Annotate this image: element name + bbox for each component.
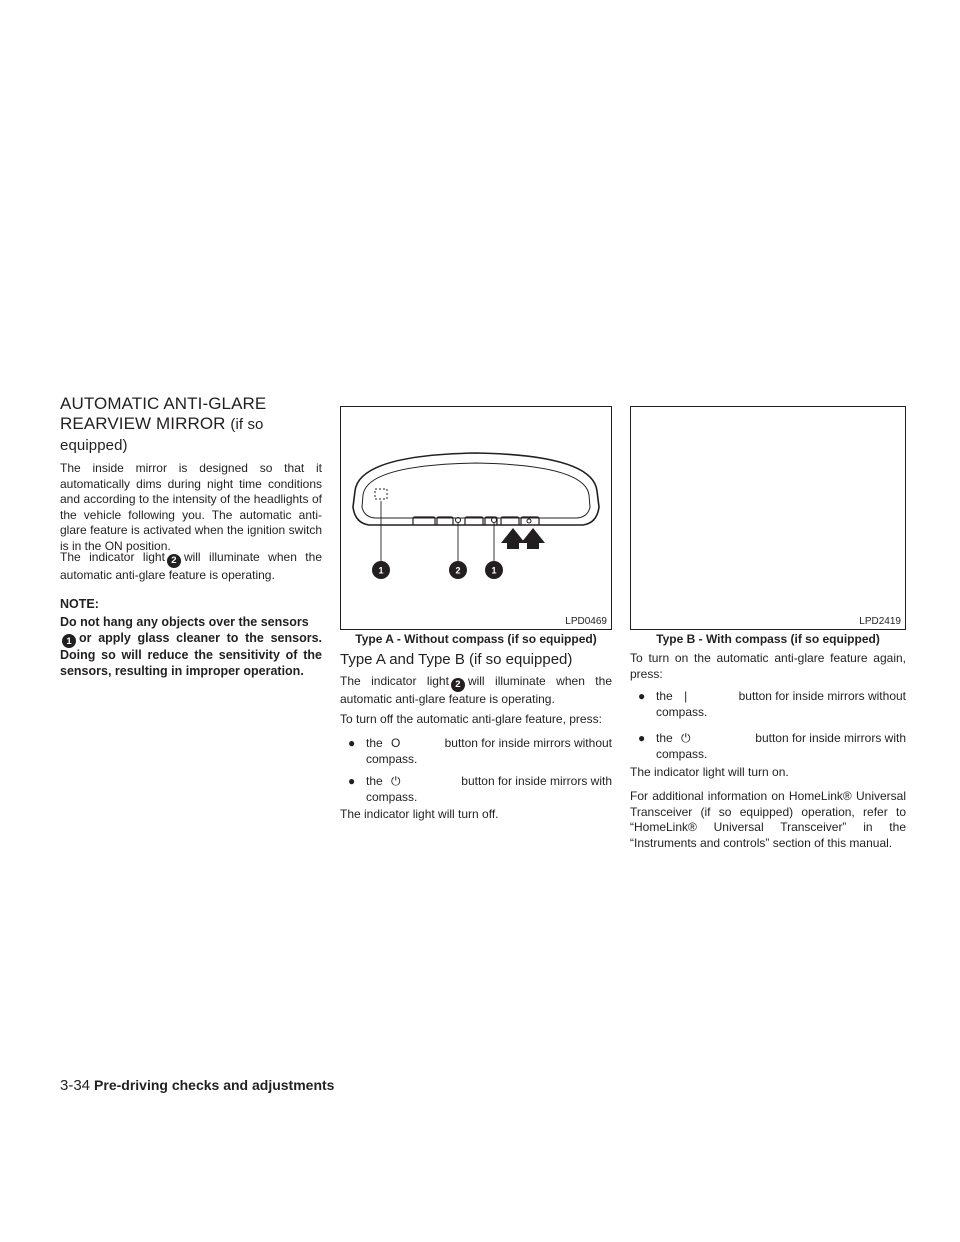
figure-type-a xyxy=(340,406,612,630)
indicator-paragraph: The indicator light 2 will illuminate when the automatic anti-glare feature is operating. xyxy=(340,674,612,706)
bullet-icon: ● xyxy=(638,689,646,703)
svg-text:1: 1 xyxy=(378,565,384,576)
note-text: Do not hang any objects over the sensors 1 or apply glass cleaner to the sensors. Doing so will reduce the sensitivity of the sensors, resulting in improper operation. xyxy=(60,615,322,678)
turn-off-result: The indicator light will turn off. xyxy=(340,807,499,821)
mirror-illustration xyxy=(341,407,611,629)
section-title: AUTOMATIC ANTI-GLARE REARVIEW MIRROR (if so equipped) xyxy=(60,394,267,454)
note-heading: NOTE: xyxy=(60,597,99,611)
bullet-icon: ● xyxy=(348,774,356,788)
power-icon: ⏻ xyxy=(680,731,691,745)
on-button-symbol: | xyxy=(684,689,688,703)
intro-paragraph: The inside mirror is designed so that it automatically dims during night time conditions and according to the intensity of the headlights of the vehicle following you. The automatic anti-glare feature is activated when the ignition switch is in the ON position. xyxy=(60,461,322,553)
figure-a-caption: Type A - Without compass (if so equipped) xyxy=(355,632,597,646)
turn-on-result: The indicator light will turn on. xyxy=(630,765,789,779)
power-icon: ⏻ xyxy=(390,774,401,788)
list-item: ● the ⏻ button for inside mirrors with compass. xyxy=(638,731,906,761)
bullet-icon: ● xyxy=(348,736,356,750)
figure-code: LPD0469 xyxy=(565,616,607,627)
callout-2-icon xyxy=(449,561,467,579)
subsection-title: Type A and Type B (if so equipped) xyxy=(340,651,573,668)
callout-1-icon: 1 xyxy=(62,634,76,648)
indicator-paragraph: The indicator light 2 will illuminate when the automatic anti-glare feature is operating. xyxy=(60,550,322,582)
list-item: ● the | button for inside mirrors without compass. xyxy=(638,689,906,719)
list-item: ● the ⏻ button for inside mirrors with compass. xyxy=(348,774,612,804)
page-number: 3-34 xyxy=(60,1077,91,1094)
figure-b-caption: Type B - With compass (if so equipped) xyxy=(656,632,880,646)
page-footer xyxy=(60,1076,334,1095)
callout-2-icon: 2 xyxy=(167,554,181,568)
section-name: Pre-driving checks and adjustments xyxy=(94,1077,335,1093)
svg-text:1: 1 xyxy=(491,565,497,576)
svg-text:2: 2 xyxy=(455,565,461,576)
bullet-icon: ● xyxy=(638,731,646,745)
callout-1-left-icon xyxy=(372,561,390,579)
list-item: ● the O button for inside mirrors without compass. xyxy=(348,736,612,766)
figure-type-b xyxy=(630,406,906,630)
callout-1-right-icon xyxy=(485,561,503,579)
figure-code: LPD2419 xyxy=(859,616,901,627)
turn-off-paragraph: To turn off the automatic anti-glare feature, press: xyxy=(340,712,602,726)
turn-on-paragraph: To turn on the automatic anti-glare feature again, press: xyxy=(630,651,906,681)
callout-2-icon: 2 xyxy=(451,678,465,692)
homelink-paragraph: For additional information on HomeLink® Universal Transceiver (if so equipped) operation, refer to “HomeLink® Universal Transceiver” in the “Instruments and controls” section of this manual. xyxy=(630,789,906,850)
off-button-symbol: O xyxy=(391,736,401,750)
